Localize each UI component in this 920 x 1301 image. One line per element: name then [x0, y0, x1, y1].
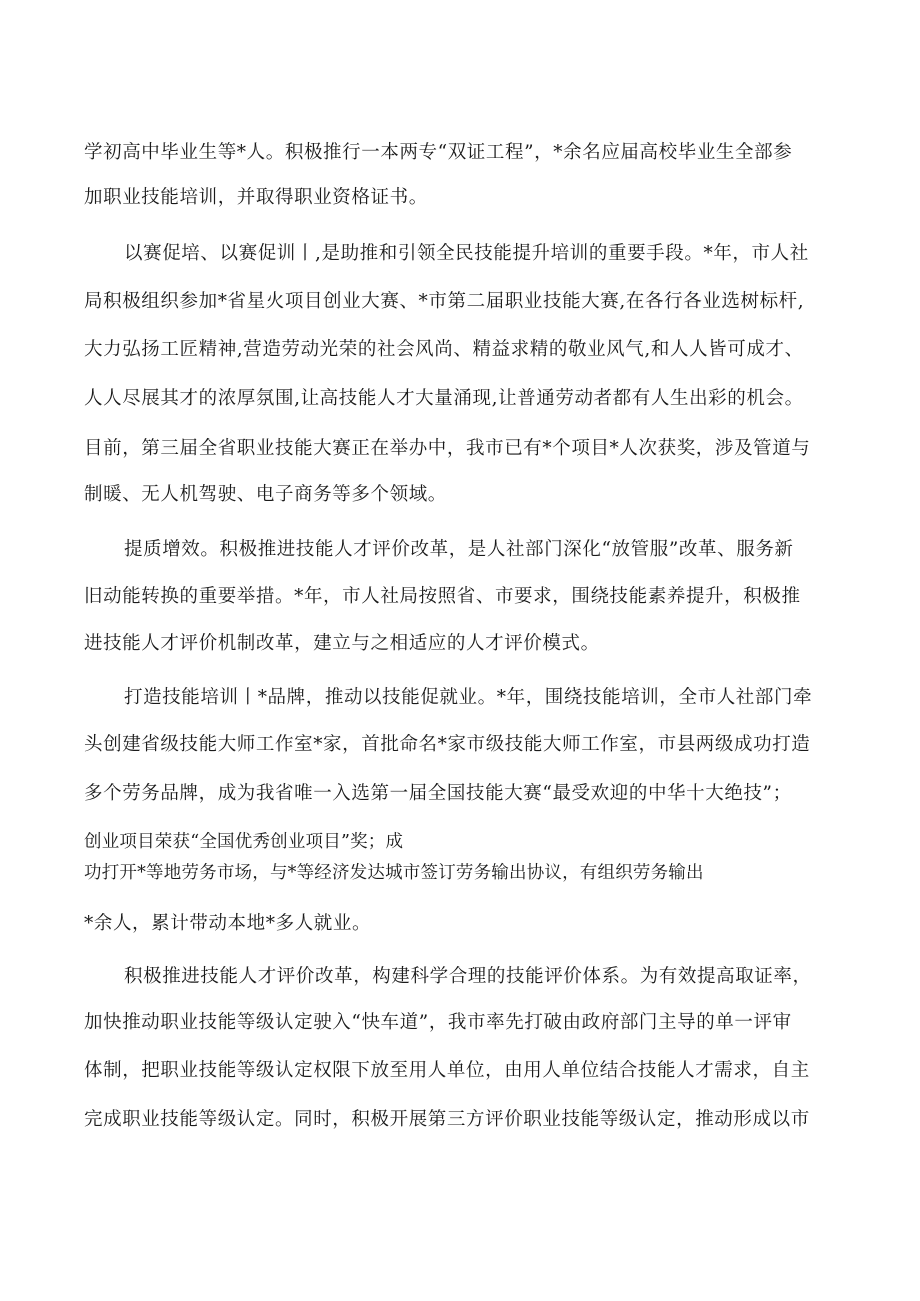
paragraph-start-line: 积极推进技能人才评价改革，构建科学合理的技能评价体系。为有效提高取证率， — [124, 966, 812, 987]
text-line: 完成职业技能等级认定。同时，积极开展第三方评价职业技能等级认定，推动形成以市 — [84, 1109, 810, 1130]
text-line: 大力弘扬工匠精神,营造劳动光荣的社会风尚、精益求精的敬业风气,和人人皆可成才、 — [84, 339, 804, 360]
text-line: *余人，累计带动本地*多人就业。 — [84, 913, 372, 934]
text-line: 加职业技能培训，并取得职业资格证书。 — [84, 187, 428, 208]
text-line: 制暖、无人机驾驶、电子商务等多个领域。 — [84, 484, 447, 505]
text-line: 体制，把职业技能等级认定权限下放至用人单位，由用人单位结合技能人才需求，自主 — [84, 1060, 810, 1081]
text-line: 功打开*等地劳务市场，与*等经济发达城市签订劳务输出协议，有组织劳务输出 — [84, 863, 704, 883]
text-line: 头创建省级技能大师工作室*家，首批命名*家市级技能大师工作室，市县两级成功打造 — [84, 734, 811, 755]
text-line: 局积极组织参加*省星火项目创业大赛、*市第二届职业技能大赛,在各行各业选树标杆, — [84, 291, 805, 312]
text-line: 学初高中毕业生等*人。积极推行一本两专“双证工程”，*余名应届高校毕业生全部参 — [84, 142, 793, 163]
paragraph-start-line: 提质增效。积极推进技能人才评价改革，是人社部门深化“放管服”改革、服务新 — [124, 539, 794, 560]
text-line: 进技能人才评价机制改革，建立与之相适应的人才评价模式。 — [84, 633, 600, 654]
text-line: 旧动能转换的重要举措。*年，市人社局按照省、市要求，围绕技能素养提升，积极推 — [84, 586, 801, 607]
text-line: 目前，第三届全省职业技能大赛正在举办中，我市已有*个项目*人次获奖，涉及管道与 — [84, 438, 811, 459]
paragraph-start-line: 打造技能培训丨*品牌，推动以技能促就业。*年，围绕技能培训，全市人社部门牵 — [124, 687, 813, 708]
text-line: 创业项目荣获“全国优秀创业项目”奖；成 — [84, 832, 404, 852]
paragraph-start-line: 以赛促培、以赛促训丨,是助推和引领全民技能提升培训的重要手段。*年，市人社 — [124, 243, 809, 264]
text-line: 人人尽展其才的浓厚氛围,让高技能人才大量涌现,让普通劳动者都有人生出彩的机会。 — [84, 388, 804, 409]
text-line: 加快推动职业技能等级认定驶入“快车道”，我市率先打破由政府部门主导的单一评审 — [84, 1012, 792, 1033]
text-line: 多个劳务品牌，成为我省唯一入选第一届全国技能大赛“最受欢迎的中华十大绝技”； — [84, 783, 792, 804]
